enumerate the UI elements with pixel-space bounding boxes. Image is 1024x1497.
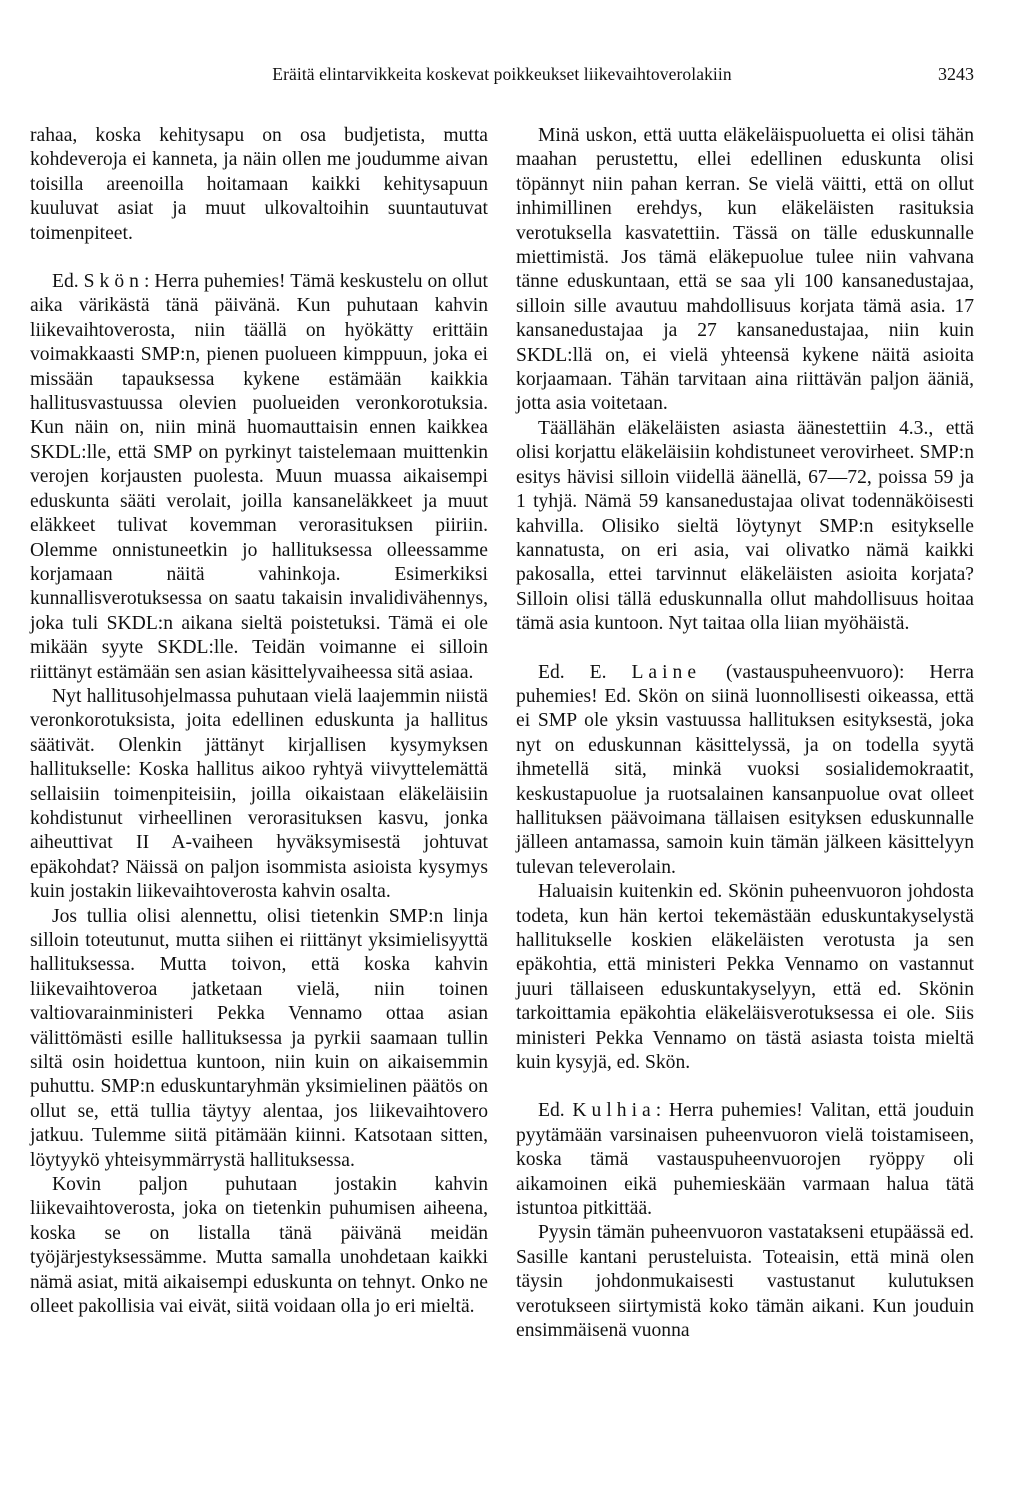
speech-paragraph xyxy=(516,1099,974,1221)
paragraph: Haluaisin kuitenkin ed. Skönin puheenvuoron johdosta todeta, kun hän kertoi tekemästään eduskuntakyselystä hallitukselle koskien eläkeläisten verotusta ja sen epäkohtia, että ministeri Pekka Vennamo on vastannut juuri tällaiseen eduskuntakyselyyn, että ed. Skönin tarkoittamia epäkohtia eläkeläisverotuksessa ei ole. Siis ministeri Pekka Vennamo on tästä asiasta toista mieltä kuin kysyjä, ed. Skön. xyxy=(516,881,974,1074)
right-column xyxy=(516,124,974,1344)
paragraph: Pyysin tämän puheenvuoron vastatakseni etupäässä ed. Sasille kantani perusteluista. Toteaisin, että minä olen täysin johdonmukaisesti vastustanut kulutuksen verotukseen siirtymistä koko tämän aikani. Kun jouduin ensimmäisenä vuonna xyxy=(516,1222,974,1342)
paragraph: Minä uskon, että uutta eläkeläispuoluetta ei olisi tähän maahan perustettu, ellei edellinen eduskunta olisi töpännyt niin pahan kerran. Se vielä väitti, että on ollut inhimillinen erehdys, kun eläkeläisten rasituksia verotuksella kasvatettiin. Tässä on tälle eduskunnalle miettimistä. Jos tämä eläkepuolue tulee niin vahvana tänne eduskuntaan, että se saa yli 100 kansanedustajaa, silloin sille avautuu mahdollisuus korjata tämä asia. 17 kansanedustajaa ja 27 kansanedustajaa, niin kuin SKDL:llä on, ei vielä yhteensä kykene näitä asioita korjaamaan. Tähän tarvitaan aina riittävän paljon ääniä, jotta asia voitetaan. xyxy=(516,125,974,415)
paragraph: rahaa, koska kehitysapu on osa budjetista, mutta kohdeveroja ei kanneta, ja näin ollen me joudumme aivan toisilla areenoilla hoitamaan kaikki kehitysapuun kuuluvat asiat ja muut ulkovaltoihin suuntautuvat toimenpiteet. xyxy=(30,125,488,244)
page-number: 3243 xyxy=(938,64,974,84)
paragraph: Nyt hallitusohjelmassa puhutaan vielä laajemmin niistä veronkorotuksista, joita edellinen eduskunta ja hallitus säätivät. Olenkin jättänyt kirjallisen kysymyksen hallitukselle: Koska hallitus aikoo ryhtyä viivyttelemättä sellaisiin toimenpiteisiin, joilla oikaistaan eläkeläisiin kohdistunut virheellinen verorasituksen kasvu, jonka aiheuttivat II A-vaiheen hyväksymisestä johtuvat epäkohdat? Näissä on paljon isommista asioista kysymys kuin jostakin liikevaihtoverosta kahvin osalta. xyxy=(30,685,488,903)
running-title: Eräitä elintarvikkeita koskevat poikkeukset liikevaihtoverolakiin xyxy=(272,64,732,84)
speaker-name: Laine xyxy=(631,661,702,683)
paragraph: Jos tullia olisi alennettu, olisi tietenkin SMP:n linja silloin toteutunut, mutta siihen ei riittänyt yksimielisyyttä hallituksessa. Mutta toivon, että koska kahvin liikevaihtoveroa jatketaan vielä, niin toinen valtiovarainministeri Pekka Vennamo ottaa asian välittömästi esille hallituksessa ja pyrkii saamaan tullin siltä osin hoidettua kuntoon, niin kuin on aikaisemmin puhuttu. SMP:n eduskuntaryhmän yksimielinen päätös on ollut se, että tullia täytyy alentaa, jos liikevaihtovero jatkuu. Tulemme siitä pitämään kiinni. Katsotaan sitten, löytyykö yhteisymmärrystä hallituksessa. xyxy=(30,905,488,1171)
paragraph: Kovin paljon puhutaan jostakin kahvin liikevaihtoverosta, joka on tietenkin puhumisen aiheena, koska se on listalla tänä päivänä meidän työjärjestyksessämme. Mutta samalla unohdetaan kaikki nämä asiat, mitä aikaisempi eduskunta on tehnyt. Onko ne olleet pakollisia vai eivät, siitä voidaan olla jo eri mieltä. xyxy=(30,1174,488,1318)
speech-paragraph xyxy=(30,270,488,685)
speech-text: : Herra puhemies! Tämä keskustelu on ollut aika värikästä tänä päivänä. Kun puhutaan kahvin liikevaihtoverosta, niin täällä on hyökätty erittäin voimakkaasti SMP:n, pienen puolueen kimppuun, joka ei missään tapauksessa kykene estämään kaikkia hallitusvastuussa olevien puolueiden veronkorotuksia. Kun näin on, niin minä huomauttaisin ennen kaikkea SKDL:lle, että SMP on pyrkinyt taistelemaan muittenkin verojen korjausten puolesta. Muun muassa aikaisempi eduskunta sääti verolait, joilla kansaneläkkeet ja muut eläkkeet tulivat kovemman verorasituksen piiriin. Olemme onnistuneetkin jo hallituksessa olleessamme korjamaan näitä vahinkoja. Esimerkiksi kunnallisverotuksessa on saatu takaisin invalidivähennys, joka tuli SKDL:n aikana sieltä poistetuksi. Tämä ei ole mikään syyte SKDL:lle. Teidän voimanne ei silloin riittänyt estämään sen asian käsittelyvaiheessa sitä asiaa. xyxy=(30,271,488,683)
speech-text: : Herra puhemies! Valitan, että jouduin pyytämään varsinaisen puheenvuoron vielä toistamiseen, koska tämä vastauspuheenvuorojen ryöppy oli aikamoinen eikä puhemieskään varmaan halua tätä istuntoa pitkittää. xyxy=(516,1100,975,1220)
speaker-title: Ed. E. xyxy=(538,661,607,683)
speech-paragraph xyxy=(516,661,974,881)
speech-text: (vastauspuheenvuoro): Herra puhemies! Ed. Skön on siinä luonnollisesti oikeassa, että ei SMP ole yksin vastuussa hallituksen esityksestä, joka nyt on eduskunnan käsittelyssä, ja on todella syytä ihmetellä sitä, minkä vuoksi sosialidemokraatit, keskustapuolue ja ruotsalainen kansanpuolue ovat olleet hallituksen päävoimana tällaisen esityksen eduskunnalle jälleen antamassa, samoin kuin tämän jälkeen käsittelyyn tulevan televerolain. xyxy=(516,661,974,878)
paragraph: Täällähän eläkeläisten asiasta äänestettiin 4.3., että olisi korjattu eläkeläisiin kohdistuneet verovirheet. SMP:n esitys hävisi silloin viidellä äänellä, 67—72, poissa 59 ja 1 tyhjä. Nämä 59 kansanedustajaa olivat todennäköisesti kahvilla. Olisiko sieltä löytynyt SMP:n esitykselle kannatusta, on eri asia, vai olivatko nämä kaikki pakosalla, ettei tarvinnut eläkeläisten asioita korjata? Silloin olisi tällä eduskunnalla ollut mahdollisuus hoitaa tämä asia kuntoon. Nyt taitaa olla liian myöhäistä. xyxy=(516,417,974,635)
speaker-name: Kulhia xyxy=(572,1100,656,1122)
page-header xyxy=(30,64,974,90)
speaker-name: Skön xyxy=(83,271,144,293)
speaker-title: Ed. xyxy=(52,271,79,293)
speaker-title: Ed. xyxy=(538,1100,565,1122)
left-column xyxy=(30,124,488,1320)
